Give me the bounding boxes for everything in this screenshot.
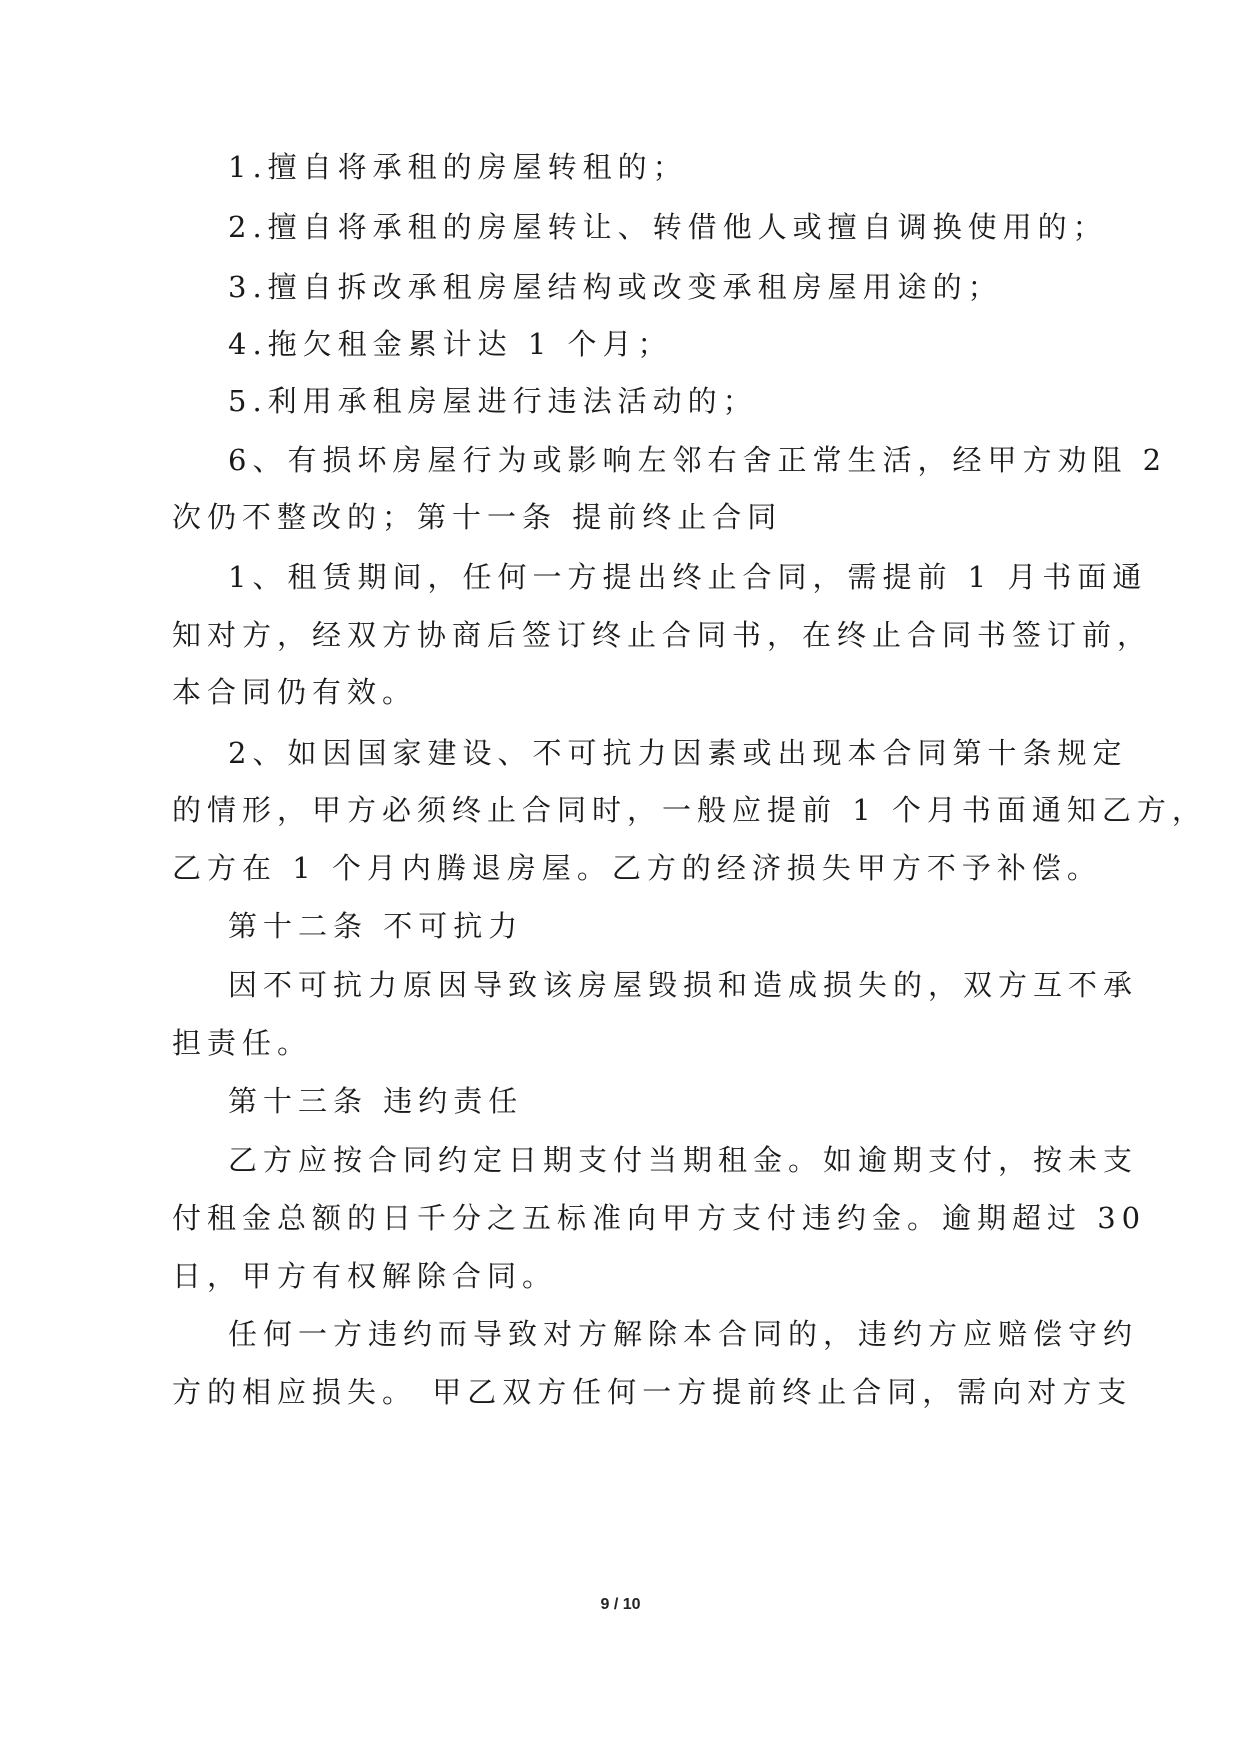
paragraph-line: 本合同仍有效。	[172, 675, 418, 709]
clause-item-2: 2.擅自将承租的房屋转让、转借他人或擅自调换使用的；	[228, 210, 1108, 244]
paragraph-line: 任何一方违约而导致对方解除本合同的，违约方应赔偿守约	[228, 1317, 1139, 1351]
section-heading: 第十三条 违约责任	[228, 1084, 524, 1118]
paragraph-line: 担责任。	[172, 1026, 313, 1060]
paragraph-line: 的情形，甲方必须终止合同时，一般应提前 1 个月书面通知乙方，	[172, 793, 1207, 827]
clause-item-3: 3.擅自拆改承租房屋结构或改变承租房屋用途的；	[228, 270, 1003, 304]
paragraph-line: 日，甲方有权解除合同。	[172, 1259, 558, 1293]
clause-item-1: 1.擅自将承租的房屋转租的；	[228, 150, 688, 184]
clause-item-6: 6、有损坏房屋行为或影响左邻右舍正常生活，经甲方劝阻 2	[228, 443, 1168, 477]
paragraph-line: 2、如因国家建设、不可抗力因素或出现本合同第十条规定	[228, 736, 1128, 770]
paragraph-line: 付租金总额的日千分之五标准向甲方支付违约金。逾期超过 30	[172, 1201, 1147, 1235]
clause-item-4: 4.拖欠租金累计达 1 个月；	[228, 327, 673, 361]
page-number: 9 / 10	[600, 1596, 641, 1613]
paragraph-line: 1、租赁期间，任何一方提出终止合同，需提前 1 月书面通	[228, 560, 1148, 594]
clause-item-5: 5.利用承租房屋进行违法活动的；	[228, 384, 758, 418]
paragraph-line: 乙方应按合同约定日期支付当期租金。如逾期支付，按未支	[228, 1143, 1139, 1177]
paragraph-line: 知对方，经双方协商后签订终止合同书，在终止合同书签订前，	[172, 618, 1153, 652]
paragraph-line: 方的相应损失。 甲乙双方任何一方提前终止合同，需向对方支	[172, 1375, 1133, 1409]
section-heading: 第十二条 不可抗力	[228, 909, 524, 943]
paragraph-line: 乙方在 1 个月内腾退房屋。乙方的经济损失甲方不予补偿。	[172, 851, 1102, 885]
paragraph-line: 因不可抗力原因导致该房屋毁损和造成损失的，双方互不承	[228, 968, 1139, 1002]
clause-item-6-continued: 次仍不整改的；第十一条 提前终止合同	[172, 500, 783, 534]
